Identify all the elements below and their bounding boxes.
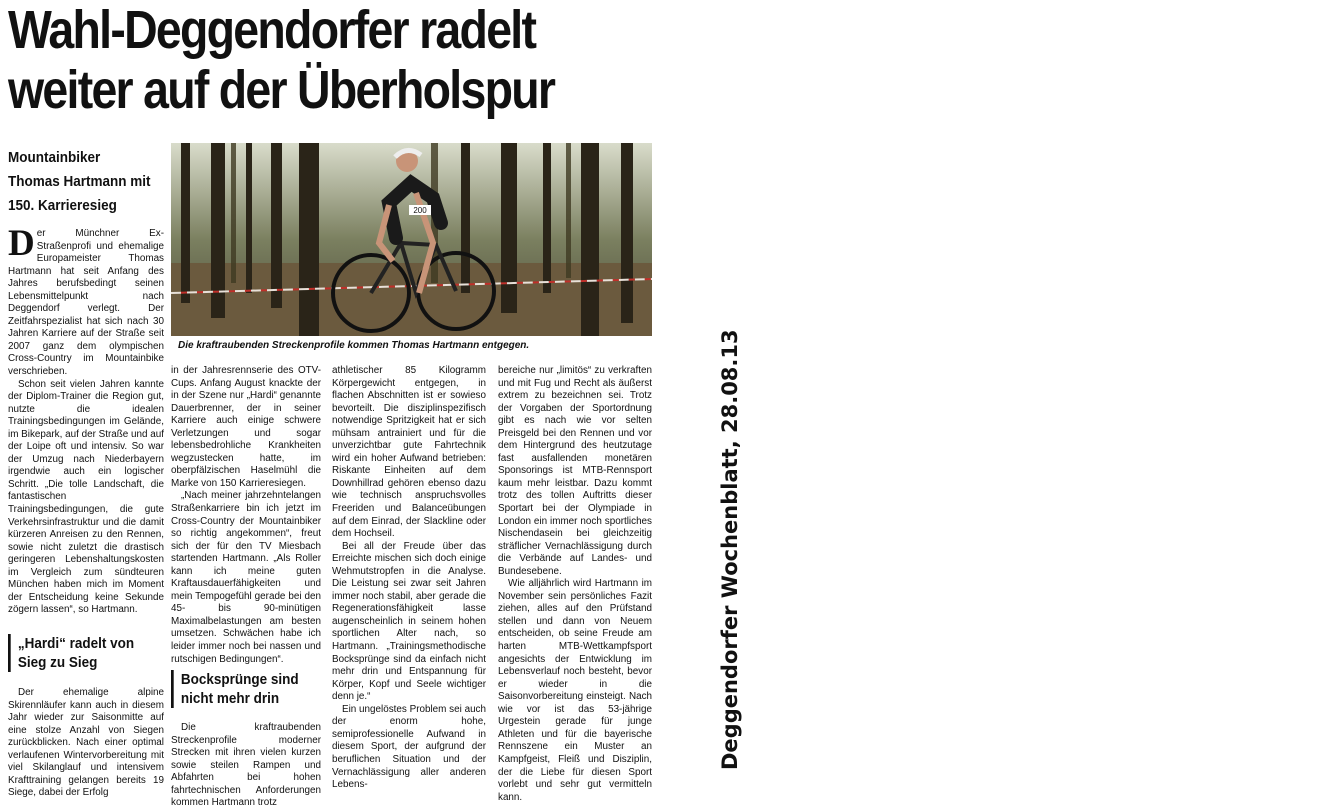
- article-paragraph: „Nach meiner jahrzehntelangen Straßenkarriere bin ich jetzt im Cross-Country der Mountainbiker so richtig angekommen“, freut sich der für den TV Miesbach startenden Hartmann. „Als Roller kann ich meine guten Kraftausdauerfähigkeiten und mein Tempogefühl gerade bei den 45- bis 90-minütigen Maximalbelastungen am besten umsetzen. Schwächen habe ich leider immer noch bei nassen und rutschigen Bedingungen“.: [171, 490, 321, 665]
- article-paragraph: Schon seit vielen Jahren kannte der Diplom-Trainer die Region gut, nutzte die idealen Trainingsbedingungen im Gelände, im Bikepark, auf der Straße und auf der Loipe oft und intensiv. So war der Umzug nach Niederbayern irgendwie auch ein logischer Schritt. „Die tolle Landschaft, die fantastischen Trainingsbedingungen, die gute Verkehrsinfrastruktur und die damit kürzeren Anreisen zu den Rennen, sowie nicht zuletzt die drastisch geringeren Lebenshaltungskosten im Vergleich zum sündteuren München haben mich im Moment der Entscheidung keine Sekunde zögern lassen“, so Hartmann.: [8, 378, 164, 616]
- article-paragraph: Ein ungelöstes Problem sei auch der enorm hohe, semiprofessionelle Aufwand in diesem Sport, der aufgrund der beruflichen Situation und der Vernachlässigung aller anderen Lebens-: [332, 703, 486, 791]
- headline-line-1: Wahl-Deggendorfer radelt: [8, 0, 536, 60]
- article-column-2: [171, 365, 321, 665]
- article-paragraph: athletischer 85 Kilogramm Körpergewicht entgegen, in flachen Abschnitten ist er sowieso bevorteilt. Die disziplinspezifisch notwendige Spritzigkeit hat er sich mühsam antrainiert und für die unverzichtbar gute Fahrtechnik wird ein hoher Aufwand betrieben: Riskante Einheiten auf dem Downhillrad gehören ebenso dazu wie technisch anspruchsvolles Freeriden und Balanceübungen auf dem Einrad, der Slackline oder dem Hochseil.: [332, 365, 486, 540]
- article-paragraph: Bei all der Freude über das Erreichte mischen sich doch einige Wehmutstropfen in die Analyse. Die Leistung sei zwar seit Jahren immer noch stabil, aber gerade die Regenerationsfähigkeit lasse augenscheinlich in seinem hohen sportlichen Alter nach, so Hartmann. „Trainingsmethodische Bocksprünge sind da einfach nicht mehr drin und Entspannung für Körper, Kopf und Seele wichtiger denn je.“: [332, 540, 486, 703]
- subheading-bockspruenge: Bocksprünge sind nicht mehr drin: [171, 670, 316, 708]
- photo-caption: Die kraftraubenden Streckenprofile kommen Thomas Hartmann entgegen.: [178, 340, 530, 351]
- article-paragraph: Die kraftraubenden Streckenprofile moderner Strecken mit ihren vielen kurzen sowie steilen Rampen und Abfahrten bei hohen fahrtechnischen Anforderungen kommen Hartmann trotz: [171, 722, 321, 809]
- side-label-wrapper: [718, 329, 1318, 794]
- subheadline: Mountainbiker Thomas Hartmann mit 150. Karrieresieg: [8, 149, 151, 214]
- article-paragraph: Wie alljährlich wird Hartmann im November sein persönliches Fazit ziehen, alles auf den Prüfstand stellen und dann von Neuem entscheiden, ob seine Freude am harten MTB-Wettkampfsport angesichts der Entwicklung im Lebensverlauf noch besteht, bevor er wieder in die Saisonvorbereitung einsteigt. Nach wie vor ist das 53-jährige Urgestein gerade für junge Athleten und für die bayerische Rennszene ein Muster an Kampfgeist, Fleiß und Disziplin, der die Liebe für diesen Sport vorlebt und sehr gut vermitteln kann.: [498, 578, 652, 803]
- article-column-1: [8, 223, 164, 623]
- article-column-2-continued: [171, 722, 321, 809]
- drop-cap: D: [8, 223, 35, 264]
- subheading-hardi: „Hardi“ radelt von Sieg zu Sieg: [8, 634, 162, 672]
- article-column-4: [498, 365, 652, 803]
- number-plate: 200: [413, 206, 427, 215]
- mountainbiker-photo: [171, 143, 652, 336]
- article-column-3: [332, 365, 486, 798]
- article-paragraph: [8, 223, 164, 379]
- paragraph-text: er Münchner Ex-Straßenprofi und ehemalige Europameister Thomas Hartmann hat seit Anfang des Jahres berufsbedingt seinen Lebensmittelpunkt nach Deggendorf verlegt. Der Zeitfahrspezialist hat sich nach 30 Jahren Karriere auf der Straße seit 2007 ganz dem olympischen Cross-Country im Mountainbike verschrieben.: [8, 228, 164, 378]
- headline-line-2: weiter auf der Überholspur: [8, 60, 555, 120]
- article-paragraph: in der Jahresrennserie des OTV-Cups. Anfang August knackte der in der Szene nur „Hardi“ genannte Dauerbrenner, der in seiner Karriere auch einige schwere Verletzungen und sogar lebensbedrohliche Krankheiten wegzustecken hatte, im oberpfälzischen Haselmühl die Marke von 150 Karrieresiegen.: [171, 365, 321, 489]
- article-paragraph: Der ehemalige alpine Skirennläufer kann auch in diesem Jahr wieder zur Saisonmitte auf eine stolze Anzahl von Siegen zurückblicken. Nach einer optimal verlaufenen Wintervorbereitung mit viel Skilanglauf und intensivem Krafttraining gelangen bereits 19 Siege, dabei der Erfolg: [8, 687, 164, 799]
- side-label: Deggendorfer Wochenblatt, 28.08.13: [718, 329, 742, 770]
- article-column-1-continued: [8, 687, 164, 797]
- headline: [8, 0, 610, 120]
- article-paragraph: bereiche nur „limitös“ zu verkraften und mit Fug und Recht als äußerst extrem zu bezeichnen sei. Trotz der Vorgaben der Sportordnung gibt es nach wie vor selten Preisgeld bei den Rennen und vor dem Hintergrund des heutzutage fast ausfallenden monetären Sponsorings ist MTB-Rennsport kaum mehr leistbar. Dazu kommt trotz des tollen Auftritts dieser Sportart bei der Olympiade in London ein immer noch sportliches Nischendasein bei gleichzeitig sträflicher Vernachlässigung durch die Verbände auf Landes- und Bundesebene.: [498, 365, 652, 577]
- article-photo: [171, 143, 652, 336]
